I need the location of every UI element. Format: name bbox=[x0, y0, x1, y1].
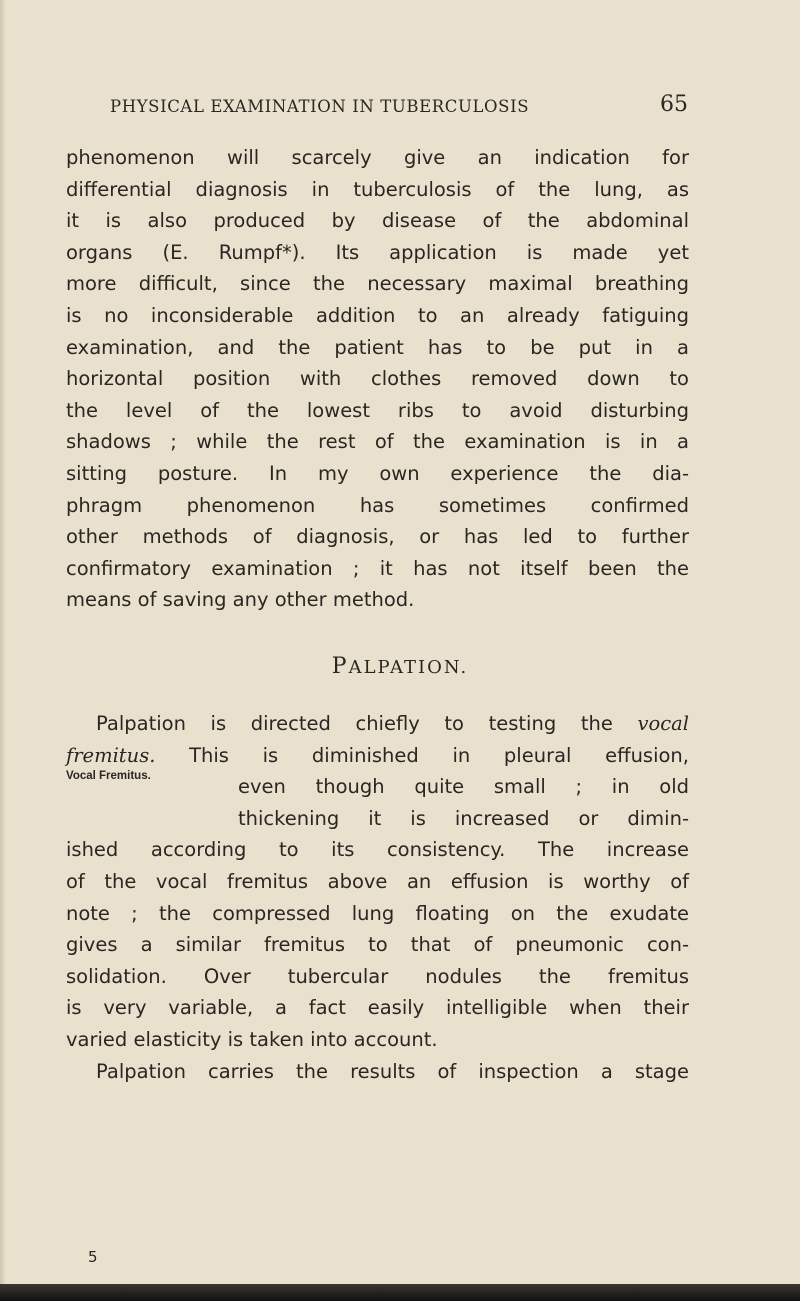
text-line: horizontal position with clothes removed down to bbox=[66, 367, 689, 391]
text-line: other methods of diagnosis, or has led to further bbox=[66, 525, 689, 549]
text-line: note ; the compressed lung floating on the exudate bbox=[66, 901, 689, 925]
text-line: phenomenon will scarcely give an indication for bbox=[66, 146, 689, 169]
text-line: thickening it is increased or dimin- bbox=[238, 806, 689, 830]
text-run: This is diminished in pleural effusion, bbox=[155, 743, 689, 767]
text-line: is very variable, a fact easily intelligible when their bbox=[66, 996, 689, 1020]
text-line: gives a similar fremitus to that of pneumonic con- bbox=[66, 933, 689, 957]
text-line: it is also produced by disease of the abdominal bbox=[66, 209, 689, 233]
text-line: organs (E. Rumpf*). Its application is made yet bbox=[66, 240, 689, 264]
paragraph-1 bbox=[66, 142, 689, 616]
text-line: more difficult, since the necessary maximal breathing bbox=[66, 272, 689, 296]
heading-rest: ALPATION. bbox=[348, 657, 469, 678]
paragraph-2 bbox=[66, 708, 689, 1087]
text-line: of the vocal fremitus above an effusion is worthy of bbox=[66, 869, 689, 893]
text-line: solidation. Over tubercular nodules the fremitus bbox=[66, 964, 689, 988]
running-head: PHYSICAL EXAMINATION IN TUBERCULOSIS bbox=[110, 97, 530, 116]
scan-bottom-edge bbox=[0, 1284, 800, 1301]
page-edge bbox=[0, 0, 6, 1301]
text-line: the level of the lowest ribs to avoid disturbing bbox=[66, 398, 689, 422]
text-line: ished according to its consistency. The increase bbox=[66, 838, 689, 862]
italic-term: vocal bbox=[637, 712, 689, 735]
text-line: confirmatory examination ; it has not itself been the bbox=[66, 556, 689, 580]
text-line: even though quite small ; in old bbox=[238, 775, 689, 799]
page-number: 65 bbox=[660, 92, 688, 117]
text-line: sitting posture. In my own experience the dia- bbox=[66, 461, 689, 485]
heading-initial: P bbox=[331, 654, 349, 679]
text-line: examination, and the patient has to be put in a bbox=[66, 335, 689, 359]
text-line: means of saving any other method. bbox=[66, 588, 415, 612]
text-line: Palpation carries the results of inspection a stage bbox=[96, 1059, 689, 1083]
text-line bbox=[66, 740, 689, 772]
text-line: shadows ; while the rest of the examination is in a bbox=[66, 430, 689, 454]
text-line: differential diagnosis in tuberculosis of the lung, as bbox=[66, 177, 689, 201]
page-header bbox=[110, 92, 688, 125]
signature-mark: 5 bbox=[88, 1248, 98, 1266]
text-line: varied elasticity is taken into account. bbox=[66, 1027, 438, 1051]
text-line: is no inconsiderable addition to an already fatiguing bbox=[66, 303, 689, 327]
text-line: phragm phenomenon has sometimes confirmed bbox=[66, 493, 689, 517]
italic-term: fremitus. bbox=[66, 743, 156, 767]
section-heading-palpation bbox=[0, 654, 800, 679]
margin-note-vocal-fremitus: Vocal Fremitus. bbox=[66, 770, 151, 782]
text-line bbox=[66, 708, 689, 740]
text-run: Palpation is directed chiefly to testing the bbox=[96, 712, 638, 735]
